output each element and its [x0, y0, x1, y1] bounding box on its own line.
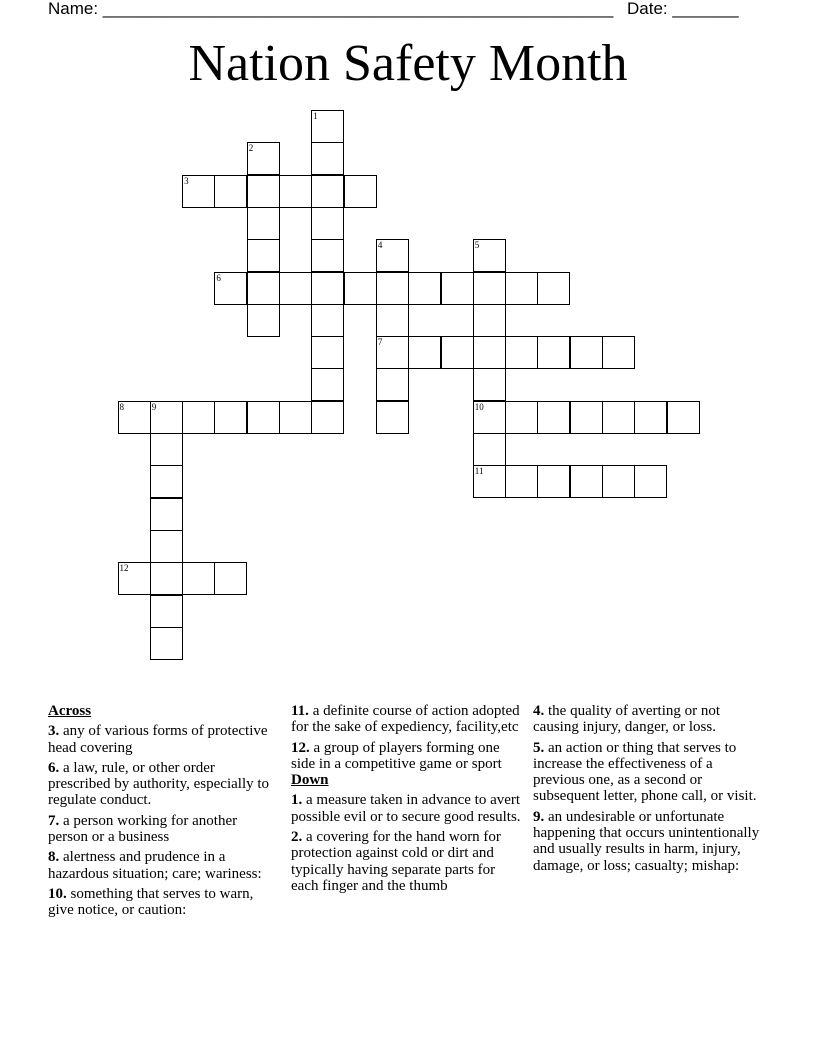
clue-column-2	[291, 703, 523, 894]
grid-cell[interactable]	[150, 433, 183, 466]
clue-text: any of various forms of protective head covering	[48, 723, 268, 756]
clue-number: 1	[313, 111, 318, 121]
grid-cell[interactable]	[344, 175, 377, 208]
grid-cell[interactable]	[247, 175, 280, 208]
grid-cell[interactable]	[311, 272, 344, 305]
clue-text: a person working for another person or a business	[48, 812, 238, 846]
clue-number: 8	[119, 401, 124, 412]
clue-text: something that serves to warn, give notice, or caution:	[48, 885, 254, 919]
grid-cell[interactable]	[247, 272, 280, 305]
clue-text: a covering for the hand worn for protection against cold or dirt and typically having separate parts for each finger and the thumb	[291, 829, 501, 894]
grid-cell[interactable]	[634, 401, 667, 434]
clue-number: 10	[474, 401, 484, 412]
grid-cell[interactable]	[150, 465, 183, 498]
clue-item	[533, 740, 768, 805]
clue-text: a definite course of action adopted for the sake of expediency, facility,etc	[291, 703, 520, 736]
grid-cell[interactable]	[182, 562, 215, 595]
clue-item	[533, 809, 768, 874]
grid-cell[interactable]	[441, 272, 474, 305]
clue-text: a law, rule, or other order prescribed by authority, especially to regulate conduct.	[48, 759, 270, 809]
date-field[interactable]: Date: _______	[627, 0, 739, 18]
grid-cell[interactable]	[602, 336, 635, 369]
grid-cell[interactable]	[311, 142, 344, 175]
clue-number: 4	[377, 240, 383, 251]
clue-column-1	[48, 703, 278, 919]
clue-number-label: 10.	[48, 885, 67, 902]
grid-cell[interactable]	[279, 272, 312, 305]
grid-cell[interactable]	[311, 110, 344, 143]
clue-item	[291, 740, 523, 773]
clue-number-label: 1.	[291, 792, 303, 809]
clue-item	[48, 760, 278, 809]
grid-cell[interactable]	[247, 207, 280, 240]
grid-cell[interactable]	[311, 304, 344, 337]
grid-cell[interactable]	[118, 401, 151, 434]
grid-cell[interactable]	[311, 239, 344, 272]
grid-cell[interactable]	[214, 401, 247, 434]
grid-cell[interactable]	[505, 465, 538, 498]
grid-cell[interactable]	[537, 465, 570, 498]
grid-cell[interactable]	[376, 368, 409, 401]
grid-cell[interactable]	[376, 272, 409, 305]
grid-cell[interactable]	[182, 401, 215, 434]
grid-cell[interactable]	[634, 465, 667, 498]
clue-number: 7	[377, 337, 383, 348]
clue-column-3	[533, 703, 768, 874]
grid-cell[interactable]	[311, 175, 344, 208]
grid-cell[interactable]	[570, 336, 603, 369]
grid-cell[interactable]	[150, 530, 183, 563]
grid-cell[interactable]	[473, 465, 506, 498]
grid-cell[interactable]	[247, 401, 280, 434]
clue-item	[48, 813, 278, 846]
clue-number: 6	[216, 272, 221, 283]
grid-cell[interactable]	[311, 336, 344, 369]
grid-cell[interactable]	[376, 304, 409, 337]
grid-cell[interactable]	[667, 401, 700, 434]
grid-cell[interactable]	[505, 401, 538, 434]
clue-number-label: 2.	[291, 829, 303, 846]
clue-text: a group of players forming one side in a competitive game or sport	[291, 739, 502, 772]
clue-number-label: 6.	[48, 759, 60, 776]
section-heading: Down	[291, 772, 329, 789]
clue-number: 12	[119, 563, 129, 574]
grid-cell[interactable]	[408, 272, 441, 305]
clue-item	[48, 849, 278, 882]
grid-cell[interactable]	[473, 433, 506, 466]
clue-text: the quality of averting or not causing injury, danger, or loss.	[533, 703, 721, 736]
grid-cell[interactable]	[118, 562, 151, 595]
grid-cell[interactable]	[473, 368, 506, 401]
grid-cell[interactable]	[473, 401, 506, 434]
grid-cell[interactable]	[602, 465, 635, 498]
grid-cell[interactable]	[311, 207, 344, 240]
clue-number-label: 4.	[533, 703, 545, 719]
grid-cell[interactable]	[408, 336, 441, 369]
grid-cell[interactable]	[473, 304, 506, 337]
grid-cell[interactable]	[150, 498, 183, 531]
clue-text: a measure taken in advance to avert possible evil or to secure good results.	[291, 792, 521, 825]
clue-number: 2	[248, 143, 254, 154]
grid-cell[interactable]	[505, 272, 538, 305]
grid-cell[interactable]	[247, 304, 280, 337]
clue-item	[533, 703, 768, 736]
clue-number-label: 12.	[291, 739, 310, 756]
grid-cell[interactable]	[150, 627, 183, 660]
grid-cell[interactable]	[570, 465, 603, 498]
grid-cell[interactable]	[602, 401, 635, 434]
clue-text: an undesirable or unfortunate happening that occurs unintentionally and usually results in harm, injury, damage, or loss; casualty; mishap:	[533, 808, 760, 874]
grid-cell[interactable]	[570, 401, 603, 434]
clue-text: alertness and prudence in a hazardous situation; care; wariness:	[48, 849, 262, 882]
grid-cell[interactable]	[376, 401, 409, 434]
section-heading: Across	[48, 703, 92, 719]
grid-cell[interactable]	[279, 401, 312, 434]
clue-number-label: 7.	[48, 812, 60, 829]
grid-cell[interactable]	[505, 336, 538, 369]
grid-cell[interactable]	[537, 401, 570, 434]
clue-number: 3	[184, 175, 189, 186]
grid-cell[interactable]	[473, 272, 506, 305]
grid-cell[interactable]	[214, 562, 247, 595]
grid-cell[interactable]	[311, 401, 344, 434]
clue-number-label: 8.	[48, 849, 60, 866]
grid-cell[interactable]	[214, 272, 247, 305]
grid-cell[interactable]	[473, 336, 506, 369]
clue-item	[291, 829, 523, 894]
clue-item	[48, 723, 278, 756]
clue-number-label: 3.	[48, 723, 60, 740]
grid-cell[interactable]	[150, 562, 183, 595]
name-field[interactable]: Name: ______________________________________________________	[48, 0, 614, 18]
clue-item	[291, 703, 523, 736]
clue-item	[48, 886, 278, 919]
grid-cell[interactable]	[376, 239, 409, 272]
grid-cell[interactable]	[182, 175, 215, 208]
clue-text: an action or thing that serves to increase the effectiveness of a previous one, as a second or subsequent letter, phone call, or visit.	[533, 739, 757, 805]
grid-cell[interactable]	[311, 368, 344, 401]
grid-cell[interactable]	[344, 272, 377, 305]
clue-item	[291, 792, 523, 825]
clue-number-label: 9.	[533, 808, 545, 825]
clue-number-label: 5.	[533, 739, 545, 756]
clue-number: 11	[474, 466, 484, 477]
grid-cell[interactable]	[537, 272, 570, 305]
grid-cell[interactable]	[537, 336, 570, 369]
grid-cell[interactable]	[441, 336, 474, 369]
grid-cell[interactable]	[473, 239, 506, 272]
grid-cell[interactable]	[150, 401, 183, 434]
grid-cell[interactable]	[247, 142, 280, 175]
clue-number: 5	[474, 240, 480, 251]
grid-cell[interactable]	[279, 175, 312, 208]
grid-cell[interactable]	[214, 175, 247, 208]
page-title: Nation Safety Month	[188, 35, 628, 92]
grid-cell[interactable]	[150, 595, 183, 628]
clue-number-label: 11.	[291, 703, 309, 719]
grid-cell[interactable]	[376, 336, 409, 369]
clue-number: 9	[151, 401, 157, 412]
grid-cell[interactable]	[247, 239, 280, 272]
